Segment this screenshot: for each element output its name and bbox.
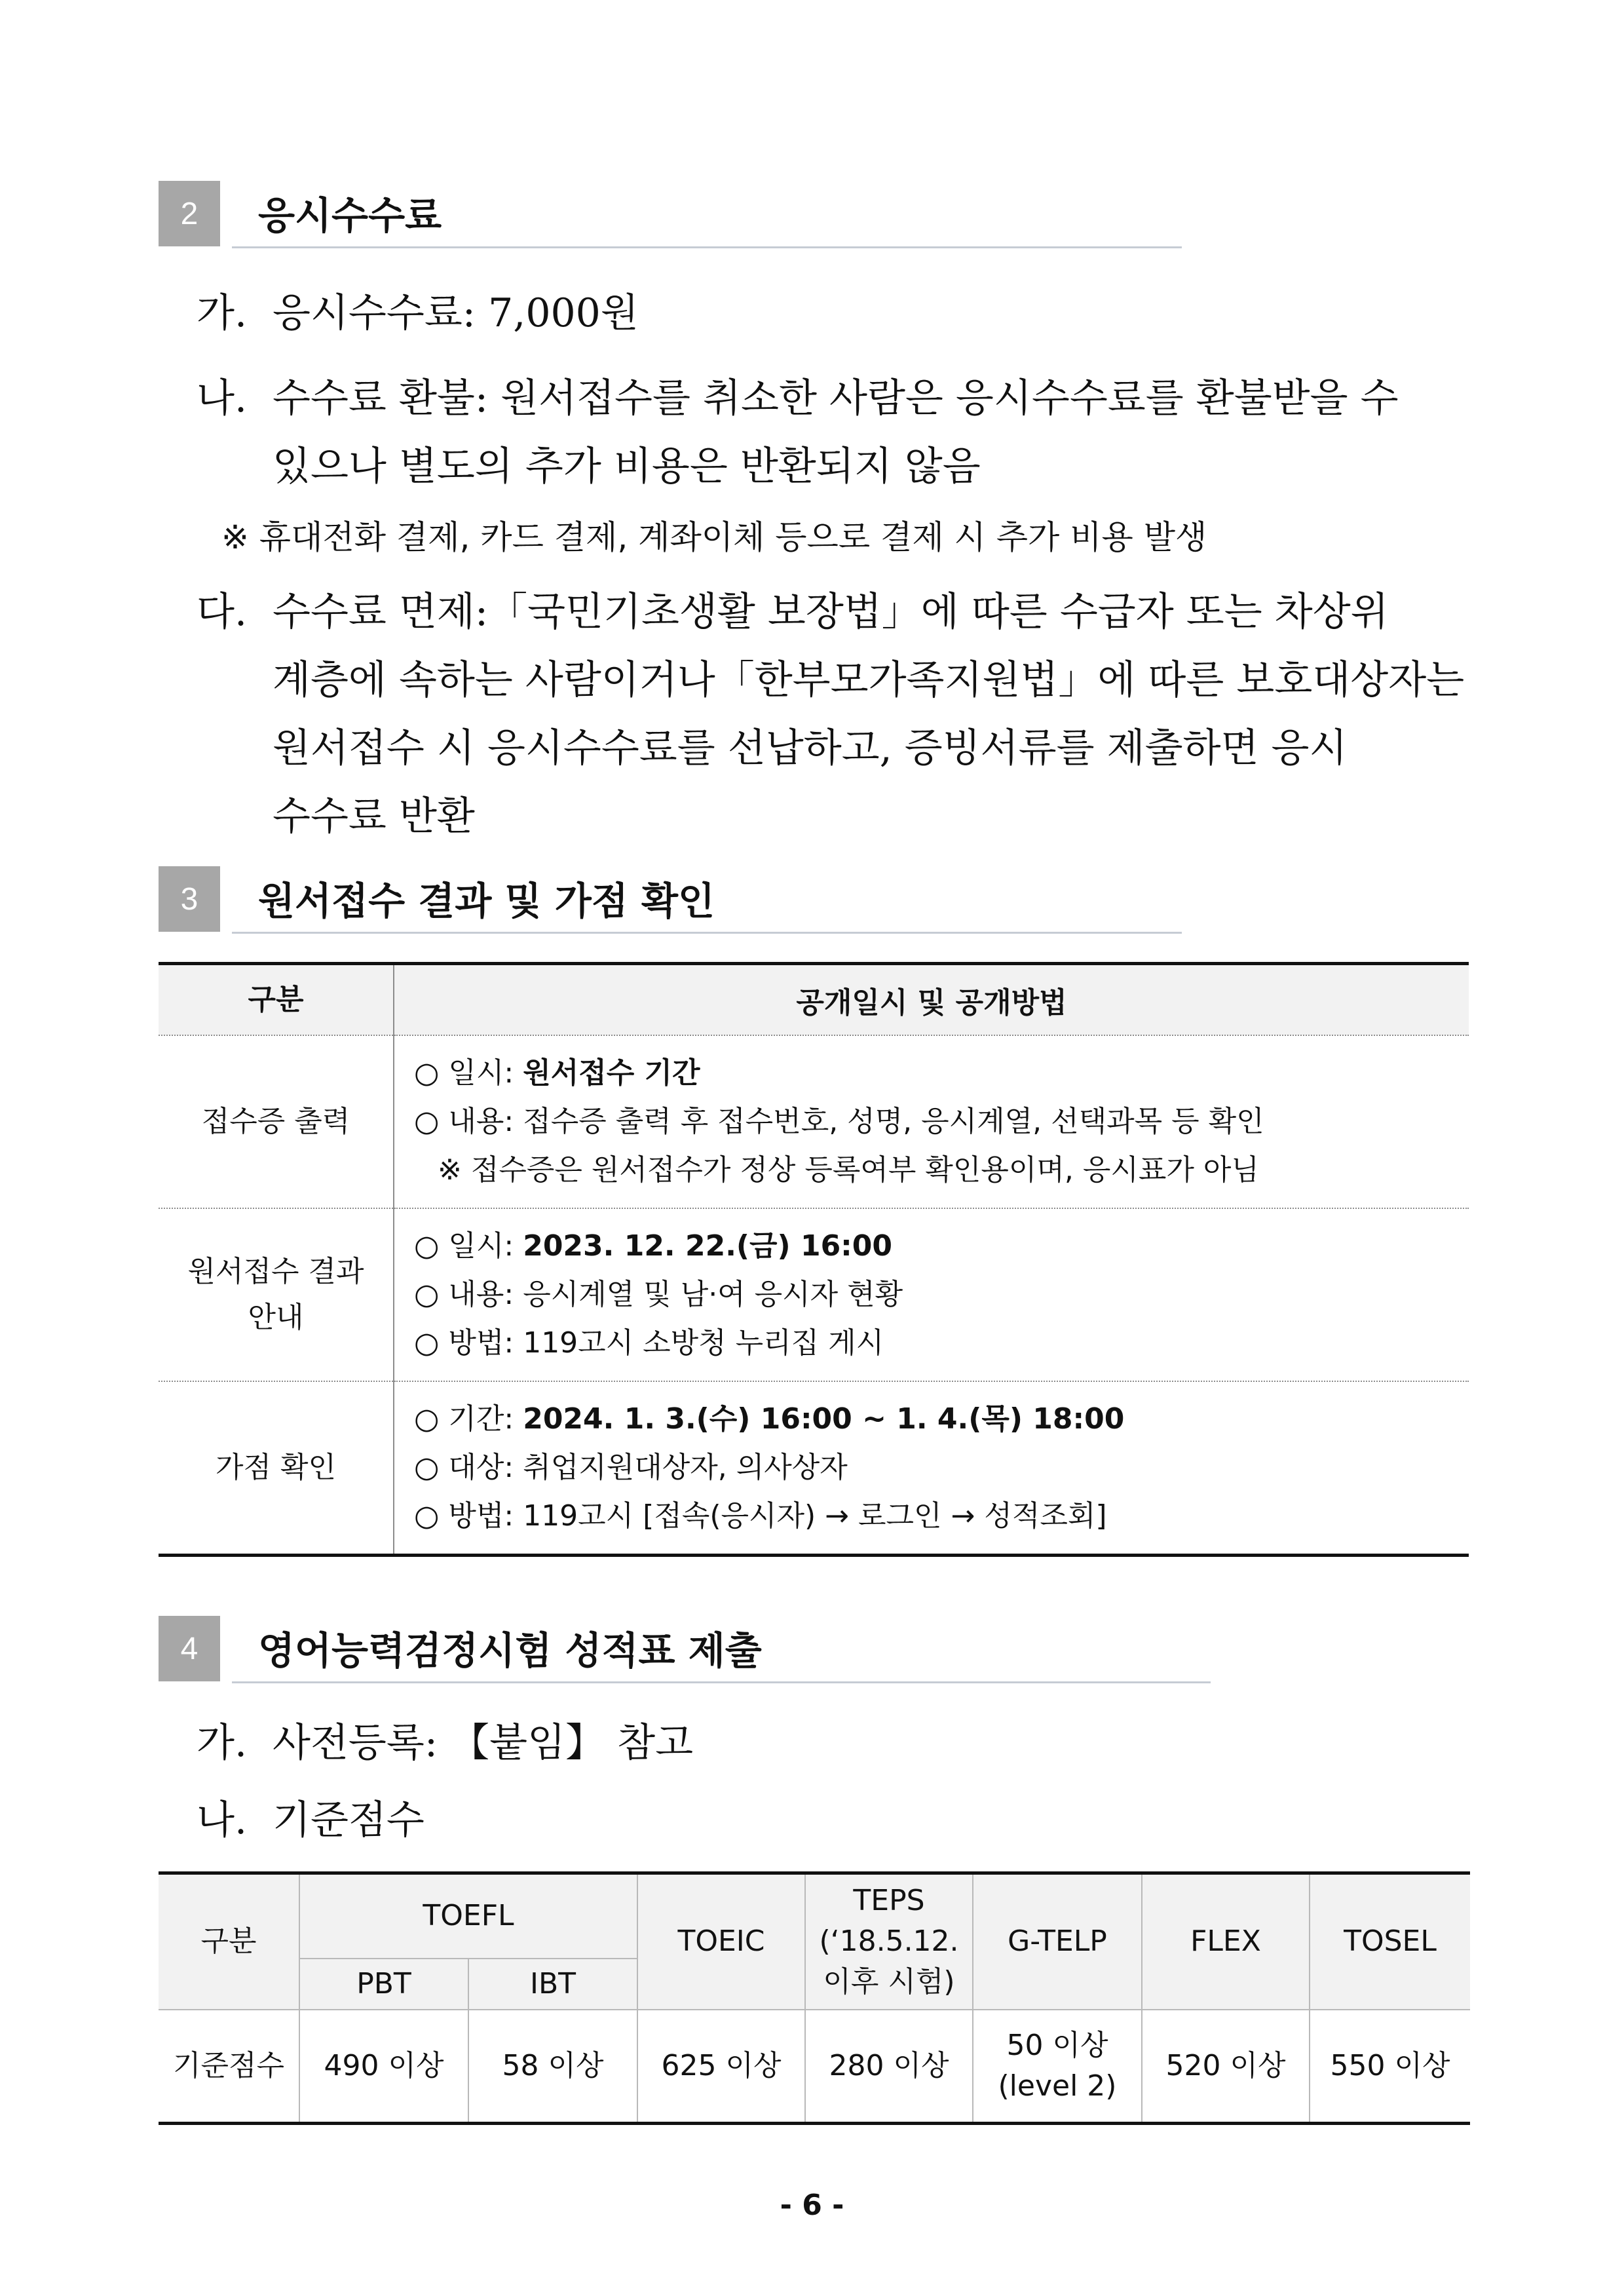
table-cell: 520 이상 xyxy=(1142,2010,1310,2124)
table-header-cell: PBT xyxy=(299,1959,468,2010)
table-row xyxy=(159,1381,1469,1556)
table-cell: 490 이상 xyxy=(299,2010,468,2124)
english-item-na: 나. 기준점수 xyxy=(197,1797,425,1843)
row-label: 가점 확인 xyxy=(159,1381,394,1556)
table-cell: 기준점수 xyxy=(159,2010,299,2124)
section-number-badge: 2 xyxy=(159,181,220,246)
table-header-cell: FLEX xyxy=(1142,1873,1310,2010)
fee-item-na: 나. 수수료 환불: 원서접수를 취소한 사람은 응시수수료를 환불받을 수 있으나 별도의 추가 비용은 반환되지 않음 xyxy=(197,375,1399,489)
row-content: ○ 일시: 원서접수 기간 ○ 내용: 접수증 출력 후 접수번호, 성명, 응시계열, 선택과목 등 확인 ※ 접수증은 원서접수가 정상 등록여부 확인용이며, 응시표가 아님 xyxy=(394,1035,1469,1208)
table-row xyxy=(159,1208,1469,1381)
result-schedule-table xyxy=(159,962,1469,1557)
section-number-badge: 4 xyxy=(159,1616,220,1681)
fee-item-ga: 가. 응시수수료: 7,000원 xyxy=(197,290,639,336)
section-underline xyxy=(232,246,1182,248)
table-header-cell: IBT xyxy=(468,1959,637,2010)
row-label: 접수증 출력 xyxy=(159,1035,394,1208)
fee-item-da: 다. 수수료 면제:「국민기초생활 보장법」에 따른 수급자 또는 차상위 계층에 속하는 사람이거나「한부모가족지원법」에 따른 보호대상자는 원서접수 시 응시수수료를 선납하고, 증빙서류를 제출하면 응시 수수료 반환 xyxy=(197,589,1465,839)
row-label: 원서접수 결과 안내 xyxy=(159,1208,394,1381)
table-cell: 50 이상 (level 2) xyxy=(973,2010,1142,2124)
table-header-row xyxy=(159,1873,1470,1959)
table-header-cell: 구분 xyxy=(159,964,394,1036)
english-item-ga: 가. 사전등록: 【붙임】 참고 xyxy=(197,1720,694,1766)
section-title: 원서접수 결과 및 가점 확인 xyxy=(258,879,715,923)
row-content: ○ 일시: 2023. 12. 22.(금) 16:00 ○ 내용: 응시계열 및 남·여 응시자 현황 ○ 방법: 119고시 소방청 누리집 게시 xyxy=(394,1208,1469,1381)
table-header-cell: 공개일시 및 공개방법 xyxy=(394,964,1469,1036)
section-underline xyxy=(232,932,1182,934)
english-score-table xyxy=(159,1871,1470,2125)
table-header-cell: TEPS (‘18.5.12. 이후 시험) xyxy=(805,1873,973,2010)
section-title: 영어능력검정시험 성적표 제출 xyxy=(258,1628,762,1673)
table-header-row xyxy=(159,964,1469,1036)
row-content: ○ 기간: 2024. 1. 3.(수) 16:00 ~ 1. 4.(목) 18:00 ○ 대상: 취업지원대상자, 의사상자 ○ 방법: 119고시 [접속(응시자) → 로그인 → 성적조회] xyxy=(394,1381,1469,1556)
section-title: 응시수수료 xyxy=(258,193,442,238)
section-number-badge: 3 xyxy=(159,866,220,932)
section-underline xyxy=(232,1681,1211,1683)
table-header-cell: TOEFL xyxy=(299,1873,637,1959)
table-header-cell: 구분 xyxy=(159,1873,299,2010)
table-cell: 280 이상 xyxy=(805,2010,973,2124)
table-cell: 550 이상 xyxy=(1310,2010,1470,2124)
table-header-cell: TOEIC xyxy=(637,1873,805,2010)
table-cell: 625 이상 xyxy=(637,2010,805,2124)
fee-note: ※ 휴대전화 결제, 카드 결제, 계좌이체 등으로 결제 시 추가 비용 발생 xyxy=(221,518,1207,556)
page-number: - 6 - xyxy=(780,2189,844,2222)
table-row xyxy=(159,1035,1469,1208)
table-header-cell: G-TELP xyxy=(973,1873,1142,2010)
table-row xyxy=(159,2010,1470,2124)
table-cell: 58 이상 xyxy=(468,2010,637,2124)
table-header-cell: TOSEL xyxy=(1310,1873,1470,2010)
